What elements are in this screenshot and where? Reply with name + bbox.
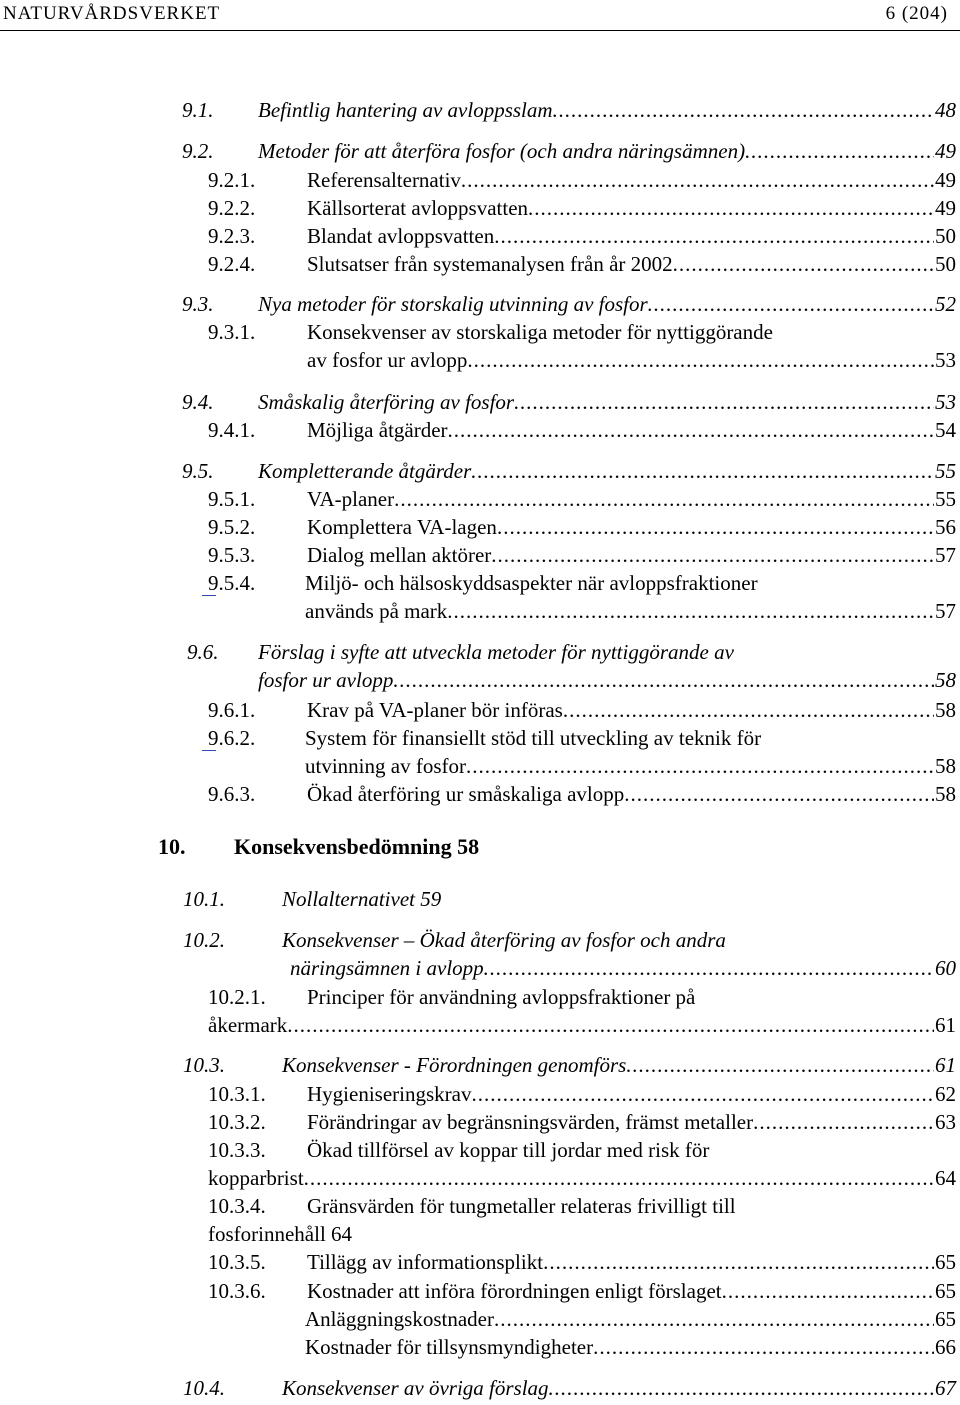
toc-page: 63 <box>935 1110 956 1134</box>
toc-number: 9.3.1. <box>208 320 256 344</box>
toc-title: Slutsatser från systemanalysen från år 2002 <box>307 252 673 276</box>
toc-title: Småskalig återföring av fosfor <box>258 390 515 414</box>
toc-entry-10-3-3[interactable] <box>208 1136 956 1192</box>
toc-entry-9-2-1[interactable] <box>208 166 956 194</box>
toc-number: 9.5.4. <box>208 571 256 595</box>
toc-page: 52 <box>935 292 956 316</box>
toc-entry-9-3-1[interactable] <box>208 318 956 374</box>
toc-entry-10-3[interactable] <box>183 1051 956 1079</box>
toc-title: Gränsvärden för tungmetaller relateras frivilligt till <box>307 1194 736 1218</box>
toc-title: Referensalternativ <box>307 168 461 192</box>
toc-entry-9-1[interactable] <box>182 96 956 124</box>
toc-page: 49 <box>935 168 956 192</box>
toc-title: Nya metoder för storskalig utvinning av fosfor <box>258 292 648 316</box>
toc-title: Konsekvenser av övriga förslag <box>282 1376 549 1400</box>
toc-page: 58 <box>935 698 956 722</box>
toc-page: 48 <box>935 98 956 122</box>
toc-entry-9-2[interactable] <box>182 137 956 165</box>
toc-number: 9.6.1. <box>208 698 256 722</box>
toc-title: Förändringar av begränsningsvärden, främst metaller <box>307 1110 754 1134</box>
toc-title: Anläggningskostnader <box>305 1307 494 1331</box>
toc-title-cont: åkermark <box>208 1013 288 1037</box>
toc-number: 9.2. <box>182 139 214 163</box>
toc-page: 67 <box>935 1376 956 1400</box>
toc-number: 9.4.1. <box>208 418 256 442</box>
toc-page: 55 <box>935 487 956 511</box>
toc-title: Miljö- och hälsoskyddsaspekter när avloppsfraktioner <box>305 571 758 595</box>
toc-number: 9.1. <box>182 98 214 122</box>
toc-number: 9.2.3. <box>208 224 256 248</box>
toc-title: Konsekvenser - Förordningen genomförs <box>282 1053 627 1077</box>
toc-entry-9-5-3[interactable] <box>208 541 956 569</box>
header-org: NATURVÅRDSVERKET <box>3 3 221 24</box>
toc-entry-9-2-2[interactable] <box>208 194 956 222</box>
toc-title: Kostnader att införa förordningen enligt förslaget <box>307 1279 722 1303</box>
toc-title: Hygieniseringskrav <box>307 1082 472 1106</box>
toc-page: 66 <box>935 1335 956 1359</box>
toc-title-cont: näringsämnen i avlopp <box>290 956 484 980</box>
toc-page: 61 <box>935 1053 956 1077</box>
toc-page: 50 <box>935 224 956 248</box>
toc-number: 10.4. <box>183 1376 225 1400</box>
toc-number: 9.2.2. <box>208 196 256 220</box>
toc-number: 10. <box>158 834 186 859</box>
toc-title-cont: används på mark <box>305 599 448 623</box>
toc-number: 9.5.2. <box>208 515 256 539</box>
toc-title: Principer för användning avloppsfraktioner på <box>307 985 696 1009</box>
toc-number: 9.2.1. <box>208 168 256 192</box>
toc-entry-10-3-2[interactable] <box>208 1108 956 1136</box>
toc-number: 10.2.1. <box>208 985 266 1009</box>
toc-entry-9-2-4[interactable] <box>208 250 956 278</box>
toc-title: System för finansiellt stöd till utveckling av teknik för <box>305 726 762 750</box>
toc-number: 9.6.3. <box>208 782 256 806</box>
toc-number: 10.3.3. <box>208 1138 266 1162</box>
toc-page: 62 <box>935 1082 956 1106</box>
toc-title-cont: fosfor ur avlopp <box>258 668 394 692</box>
toc-number: 9.2.4. <box>208 252 256 276</box>
toc-entry-kostnader-tillsyn[interactable] <box>305 1333 956 1361</box>
toc-entry-9-3[interactable] <box>182 290 956 318</box>
toc-title: Befintlig hantering av avloppsslam <box>258 98 553 122</box>
toc-page: 65 <box>935 1250 956 1274</box>
page-header <box>0 0 960 31</box>
toc-entry-10-4[interactable] <box>183 1374 956 1402</box>
toc-title: Komplettera VA-lagen <box>307 515 497 539</box>
toc-number: 10.2. <box>183 928 225 952</box>
toc-title: Konsekvensbedömning 58 <box>234 834 480 859</box>
toc-title: VA-planer <box>307 487 395 511</box>
toc-number: 9.4. <box>182 390 214 414</box>
toc-entry-9-2-3[interactable] <box>208 222 956 250</box>
toc-page: 58 <box>935 754 956 778</box>
toc-entry-anlaggningskostnader[interactable] <box>305 1305 956 1333</box>
toc-number: 9.5.3. <box>208 543 256 567</box>
toc-number: 9.6.2. <box>208 726 256 750</box>
toc-page: 65 <box>935 1307 956 1331</box>
toc-title: Kostnader för tillsynsmyndigheter <box>305 1335 594 1359</box>
toc-entry-9-6-2[interactable] <box>208 724 956 780</box>
toc-title: Källsorterat avloppsvatten <box>307 196 529 220</box>
toc-page: 58 <box>935 782 956 806</box>
toc-title: Ökad återföring ur småskaliga avlopp <box>307 782 625 806</box>
toc-entry-9-4-1[interactable] <box>208 416 956 444</box>
toc-title-cont: kopparbrist <box>208 1166 304 1190</box>
toc-entry-9-5-4[interactable] <box>208 569 956 625</box>
toc-number: 9.5.1. <box>208 487 256 511</box>
toc-number: 10.3.6. <box>208 1279 266 1303</box>
toc-number: 10.3. <box>183 1053 225 1077</box>
toc-title-cont: av fosfor ur avlopp <box>307 348 468 372</box>
toc-title-cont: utvinning av fosfor <box>305 754 466 778</box>
toc-title-cont: fosforinnehåll 64 <box>208 1222 353 1246</box>
toc-title: Konsekvenser – Ökad återföring av fosfor och andra <box>282 928 726 952</box>
toc-entry-10[interactable] <box>158 833 658 861</box>
toc-entry-9-6-1[interactable] <box>208 696 956 724</box>
toc-number: 10.3.4. <box>208 1194 266 1218</box>
toc-entry-10-3-1[interactable] <box>208 1080 956 1108</box>
toc-page: 61 <box>935 1013 956 1037</box>
toc-title: Blandat avloppsvatten <box>307 224 495 248</box>
toc-page: 57 <box>935 543 956 567</box>
toc-page: 54 <box>935 418 956 442</box>
toc-entry-10-3-6[interactable] <box>208 1277 956 1305</box>
toc-page: 65 <box>935 1279 956 1303</box>
toc-entry-9-5[interactable] <box>182 457 956 485</box>
toc-page: 58 <box>935 668 956 692</box>
toc-page: 60 <box>935 956 956 980</box>
toc-entry-9-4[interactable] <box>182 388 956 416</box>
toc-number: 10.3.2. <box>208 1110 266 1134</box>
toc-page: 53 <box>935 390 956 414</box>
toc-number: 10.3.1. <box>208 1082 266 1106</box>
toc-title: Ökad tillförsel av koppar till jordar med risk för <box>307 1138 710 1162</box>
toc-number: 10.1. <box>183 887 225 911</box>
toc-entry-9-5-2[interactable] <box>208 513 956 541</box>
toc-entry-9-5-1[interactable] <box>208 485 956 513</box>
toc-title: Metoder för att återföra fosfor (och andra näringsämnen) <box>258 139 746 163</box>
toc-entry-10-2-1[interactable] <box>208 983 956 1039</box>
toc-entry-10-2[interactable] <box>183 926 956 982</box>
toc-entry-9-6-3[interactable] <box>208 780 956 808</box>
toc-page: 56 <box>935 515 956 539</box>
toc-title: Nollalternativet 59 <box>282 887 442 911</box>
toc-page: 55 <box>935 459 956 483</box>
toc-title: Kompletterande åtgärder <box>258 459 472 483</box>
toc-page: 64 <box>935 1166 956 1190</box>
toc-title: Konsekvenser av storskaliga metoder för nyttiggörande <box>307 320 773 344</box>
toc-title: Tillägg av informationsplikt <box>307 1250 544 1274</box>
toc-entry-10-3-5[interactable] <box>208 1248 956 1276</box>
toc-number: 9.5. <box>182 459 214 483</box>
toc-number: 10.3.5. <box>208 1250 266 1274</box>
toc-title: Förslag i syfte att utveckla metoder för nyttiggörande av <box>258 640 734 664</box>
toc-page: 57 <box>935 599 956 623</box>
toc-entry-10-1[interactable] <box>183 885 683 913</box>
toc-number: 9.6. <box>187 640 219 664</box>
toc-page: 53 <box>935 348 956 372</box>
toc-title: Möjliga åtgärder <box>307 418 448 442</box>
toc-entry-10-3-4[interactable] <box>208 1192 956 1248</box>
toc-title: Krav på VA-planer bör införas <box>307 698 563 722</box>
header-page-number: 6 (204) <box>885 3 948 24</box>
toc-page: 49 <box>935 196 956 220</box>
toc-entry-9-6[interactable] <box>187 638 956 694</box>
toc-title: Dialog mellan aktörer <box>307 543 492 567</box>
toc-page: 50 <box>935 252 956 276</box>
toc-number: 9.3. <box>182 292 214 316</box>
toc-page: 49 <box>935 139 956 163</box>
